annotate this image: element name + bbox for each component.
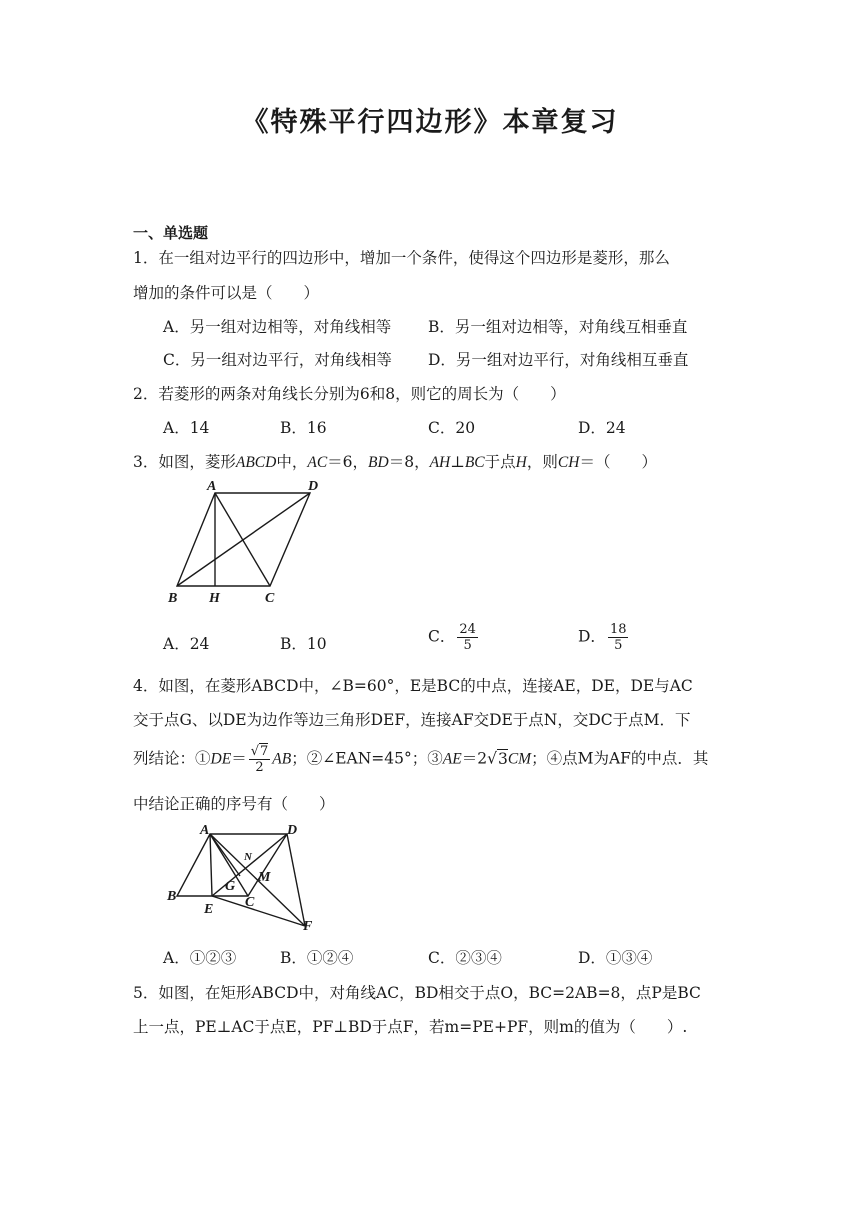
section-heading: 一、单选题	[133, 224, 209, 242]
label-a: A	[207, 479, 217, 494]
label-d: D	[308, 479, 319, 494]
label-h: H	[209, 591, 220, 606]
q4-option-d: D．①③④	[578, 949, 653, 967]
q4-option-b: B．①②④	[280, 949, 354, 967]
q2-option-a: A．14	[163, 419, 210, 437]
q1-option-b: B．另一组对边相等，对角线互相垂直	[428, 318, 688, 336]
q4-line1: 4．如图，在菱形ABCD中，∠B=60°，E是BC的中点，连接AE，DE，DE与AC	[133, 677, 693, 695]
q3-option-b: B．10	[280, 635, 327, 653]
label-m: M	[258, 870, 271, 885]
q5-line2: 上一点，PE⊥AC于点E，PF⊥BD于点F，若m=PE+PF，则m的值为（ ）.	[133, 1018, 688, 1036]
q1-option-a: A．另一组对边相等，对角线相等	[163, 318, 392, 336]
q3-option-a: A．24	[163, 635, 210, 653]
page-title: 《特殊平行四边形》本章复习	[241, 107, 619, 138]
q4-line4: 中结论正确的序号有（ ）	[133, 795, 335, 813]
q4-option-c: C．②③④	[428, 949, 502, 967]
label-b: B	[167, 889, 177, 904]
q1-line1: 1．在一组对边平行的四边形中，增加一个条件，使得这个四边形是菱形，那么	[133, 249, 670, 267]
q1-option-c: C．另一组对边平行，对角线相等	[163, 351, 392, 369]
q4-option-a: A．①②③	[163, 949, 237, 967]
label-f: F	[303, 919, 313, 934]
label-g: G	[225, 879, 236, 894]
q1-line2: 增加的条件可以是（ ）	[133, 284, 320, 302]
label-a: A	[200, 823, 210, 838]
label-d: D	[287, 823, 298, 838]
q3-option-d: D． $\frac{18}{5}$	[578, 622, 627, 653]
q2-option-d: D．24	[578, 419, 626, 437]
q2-line1: 2．若菱形的两条对角线长分别为6和8，则它的周长为（ ）	[133, 385, 566, 403]
q3-line1: 3．如图，菱形ABCD中，AC＝6，BD＝8，AH⊥BC于点H，则CH＝（ ）	[133, 453, 657, 471]
q2-option-c: C．20	[428, 419, 476, 437]
label-b: B	[168, 591, 178, 606]
rhombus-figure-q4	[165, 823, 345, 936]
q1-option-d: D．另一组对边平行，对角线相互垂直	[428, 351, 689, 369]
label-c: C	[265, 591, 275, 606]
rhombus-figure-q3	[165, 478, 335, 608]
label-e: E	[204, 902, 214, 917]
q4-line3: 列结论：①DE＝ $\frac{√7}{2}$ AB；②∠EAN=45°；③AE＝2√3CM；④点M为AF的中点．其	[133, 744, 709, 775]
q2-option-b: B．16	[280, 419, 327, 437]
q5-line1: 5．如图，在矩形ABCD中，对角线AC，BD相交于点O，BC=2AB=8，点P是BC	[133, 984, 701, 1002]
q3-option-c: C． $\frac{24}{5}$	[428, 622, 476, 653]
label-c: C	[245, 895, 255, 910]
label-n: N	[244, 851, 252, 863]
q4-line2: 交于点G、以DE为边作等边三角形DEF，连接AF交DE于点N，交DC于点M．下	[133, 711, 691, 729]
